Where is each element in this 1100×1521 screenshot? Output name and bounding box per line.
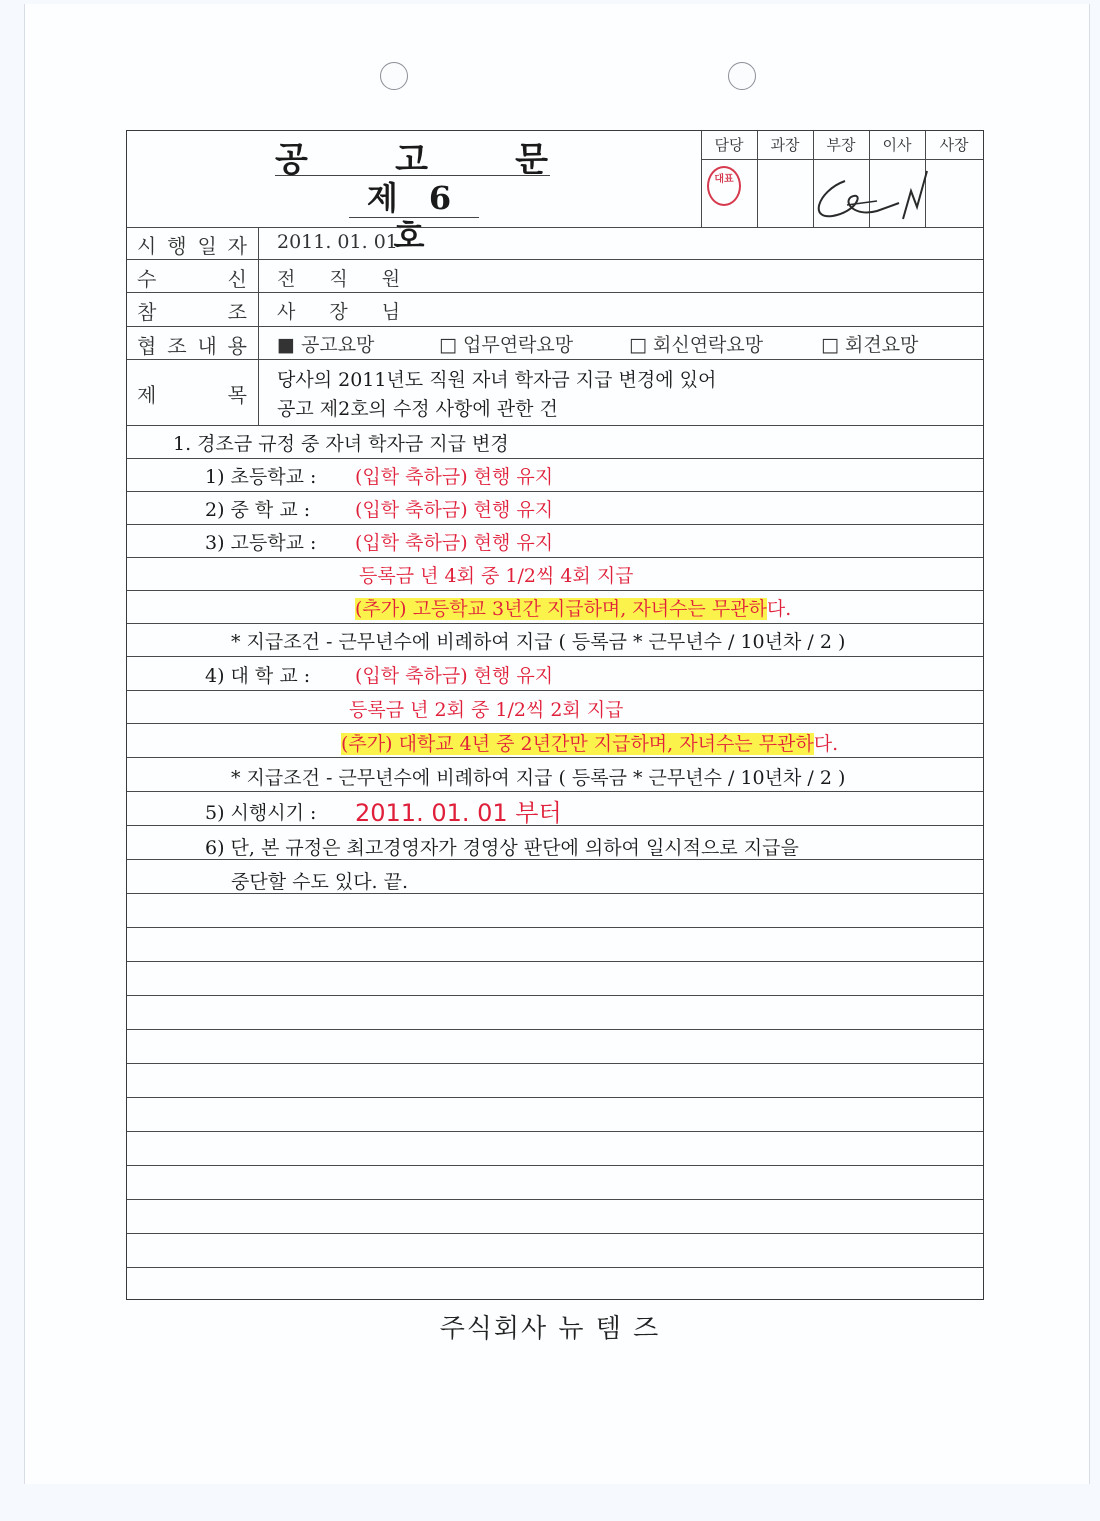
coop-option-announce[interactable]: ■ 공고요망 [277, 334, 375, 356]
item-4-addition [341, 729, 838, 756]
punch-hole-right [728, 62, 756, 90]
item-3-addition-highlight: (추가) 고등학교 3년간 지급하며, 자녀수는 무관하 [355, 598, 767, 620]
recipient-label: 수 신 [137, 267, 247, 291]
approval-signature [807, 161, 957, 227]
coop-label: 협 조 내 용 [137, 334, 247, 358]
punch-hole-left [380, 62, 408, 90]
item-6-line-1: 6) 단, 본 규정은 최고경영자가 경영상 판단에 의하여 일시적으로 지급을 [205, 837, 799, 859]
title-char-1: 공 [275, 139, 310, 180]
item-3-addition-end: 다. [766, 598, 792, 620]
item-5-label: 5) 시행시기 : [205, 802, 317, 824]
item-4-tuition: 등록금 년 2회 중 1/2씩 2회 지급 [349, 699, 624, 721]
condition-1: * 지급조건 - 근무년수에 비례하여 지급 ( 등록금 * 근무년수 / 10년차 / 2 ) [231, 631, 846, 653]
coop-option-business-contact[interactable]: □ 업무연락요망 [439, 334, 574, 356]
coop-option-reply-contact[interactable]: □ 회신연락요망 [629, 334, 764, 356]
date-label: 시 행 일 자 [137, 234, 247, 258]
approval-president-label: 사장 [939, 136, 969, 154]
company-name: 주식회사 뉴 템 즈 [439, 1314, 661, 1344]
approval-seal-stamp: 대표 [707, 166, 741, 206]
condition-2: * 지급조건 - 근무년수에 비례하여 지급 ( 등록금 * 근무년수 / 10년차 / 2 ) [231, 767, 846, 789]
recipient-value: 전 직 원 [277, 268, 415, 290]
item-3-value: (입학 축하금) 현행 유지 [355, 532, 554, 554]
item-3-addition [355, 594, 791, 621]
item-6-line-2: 중단할 수도 있다. 끝. [231, 871, 409, 893]
item-4-label: 4) 대 학 교 : [205, 665, 311, 687]
item-2-label: 2) 중 학 교 : [205, 499, 311, 521]
notice-form [126, 130, 984, 1300]
subject-label: 제 목 [137, 383, 247, 407]
item-5-value: 2011. 01. 01 부터 [355, 799, 562, 827]
subject-line-1: 당사의 2011년도 직원 자녀 학자금 지급 변경에 있어 [277, 369, 717, 391]
item-4-addition-end: 다. [813, 733, 839, 755]
item-3-label: 3) 고등학교 : [205, 532, 317, 554]
title-char-3: 문 [515, 139, 550, 180]
section-1-heading: 1. 경조금 규정 중 자녀 학자금 지급 변경 [173, 433, 509, 455]
notice-number: 제 6 호 [349, 179, 479, 218]
subject-line-2: 공고 제2호의 수정 사항에 관한 건 [277, 398, 558, 420]
item-3-tuition: 등록금 년 4회 중 1/2씩 4회 지급 [359, 565, 634, 587]
item-4-value: (입학 축하금) 현행 유지 [355, 665, 554, 687]
item-4-addition-highlight: (추가) 대학교 4년 중 2년간만 지급하며, 자녀수는 무관하 [341, 733, 814, 755]
title-char-2: 고 [395, 139, 430, 180]
approval-manager-label: 과장 [770, 136, 800, 154]
approval-staff-label: 담당 [714, 136, 744, 154]
reference-label: 참 조 [137, 300, 247, 324]
item-1-value: (입학 축하금) 현행 유지 [355, 466, 554, 488]
document-title [275, 137, 550, 180]
coop-options [277, 330, 977, 356]
coop-option-meeting[interactable]: □ 회견요망 [821, 334, 919, 356]
approval-director-label: 이사 [882, 136, 912, 154]
approval-dept-head-label: 부장 [826, 136, 856, 154]
item-1-label: 1) 초등학교 : [205, 466, 317, 488]
item-2-value: (입학 축하금) 현행 유지 [355, 499, 554, 521]
reference-value: 사 장 님 [277, 301, 415, 323]
date-value: 2011. 01. 01 [277, 231, 398, 253]
